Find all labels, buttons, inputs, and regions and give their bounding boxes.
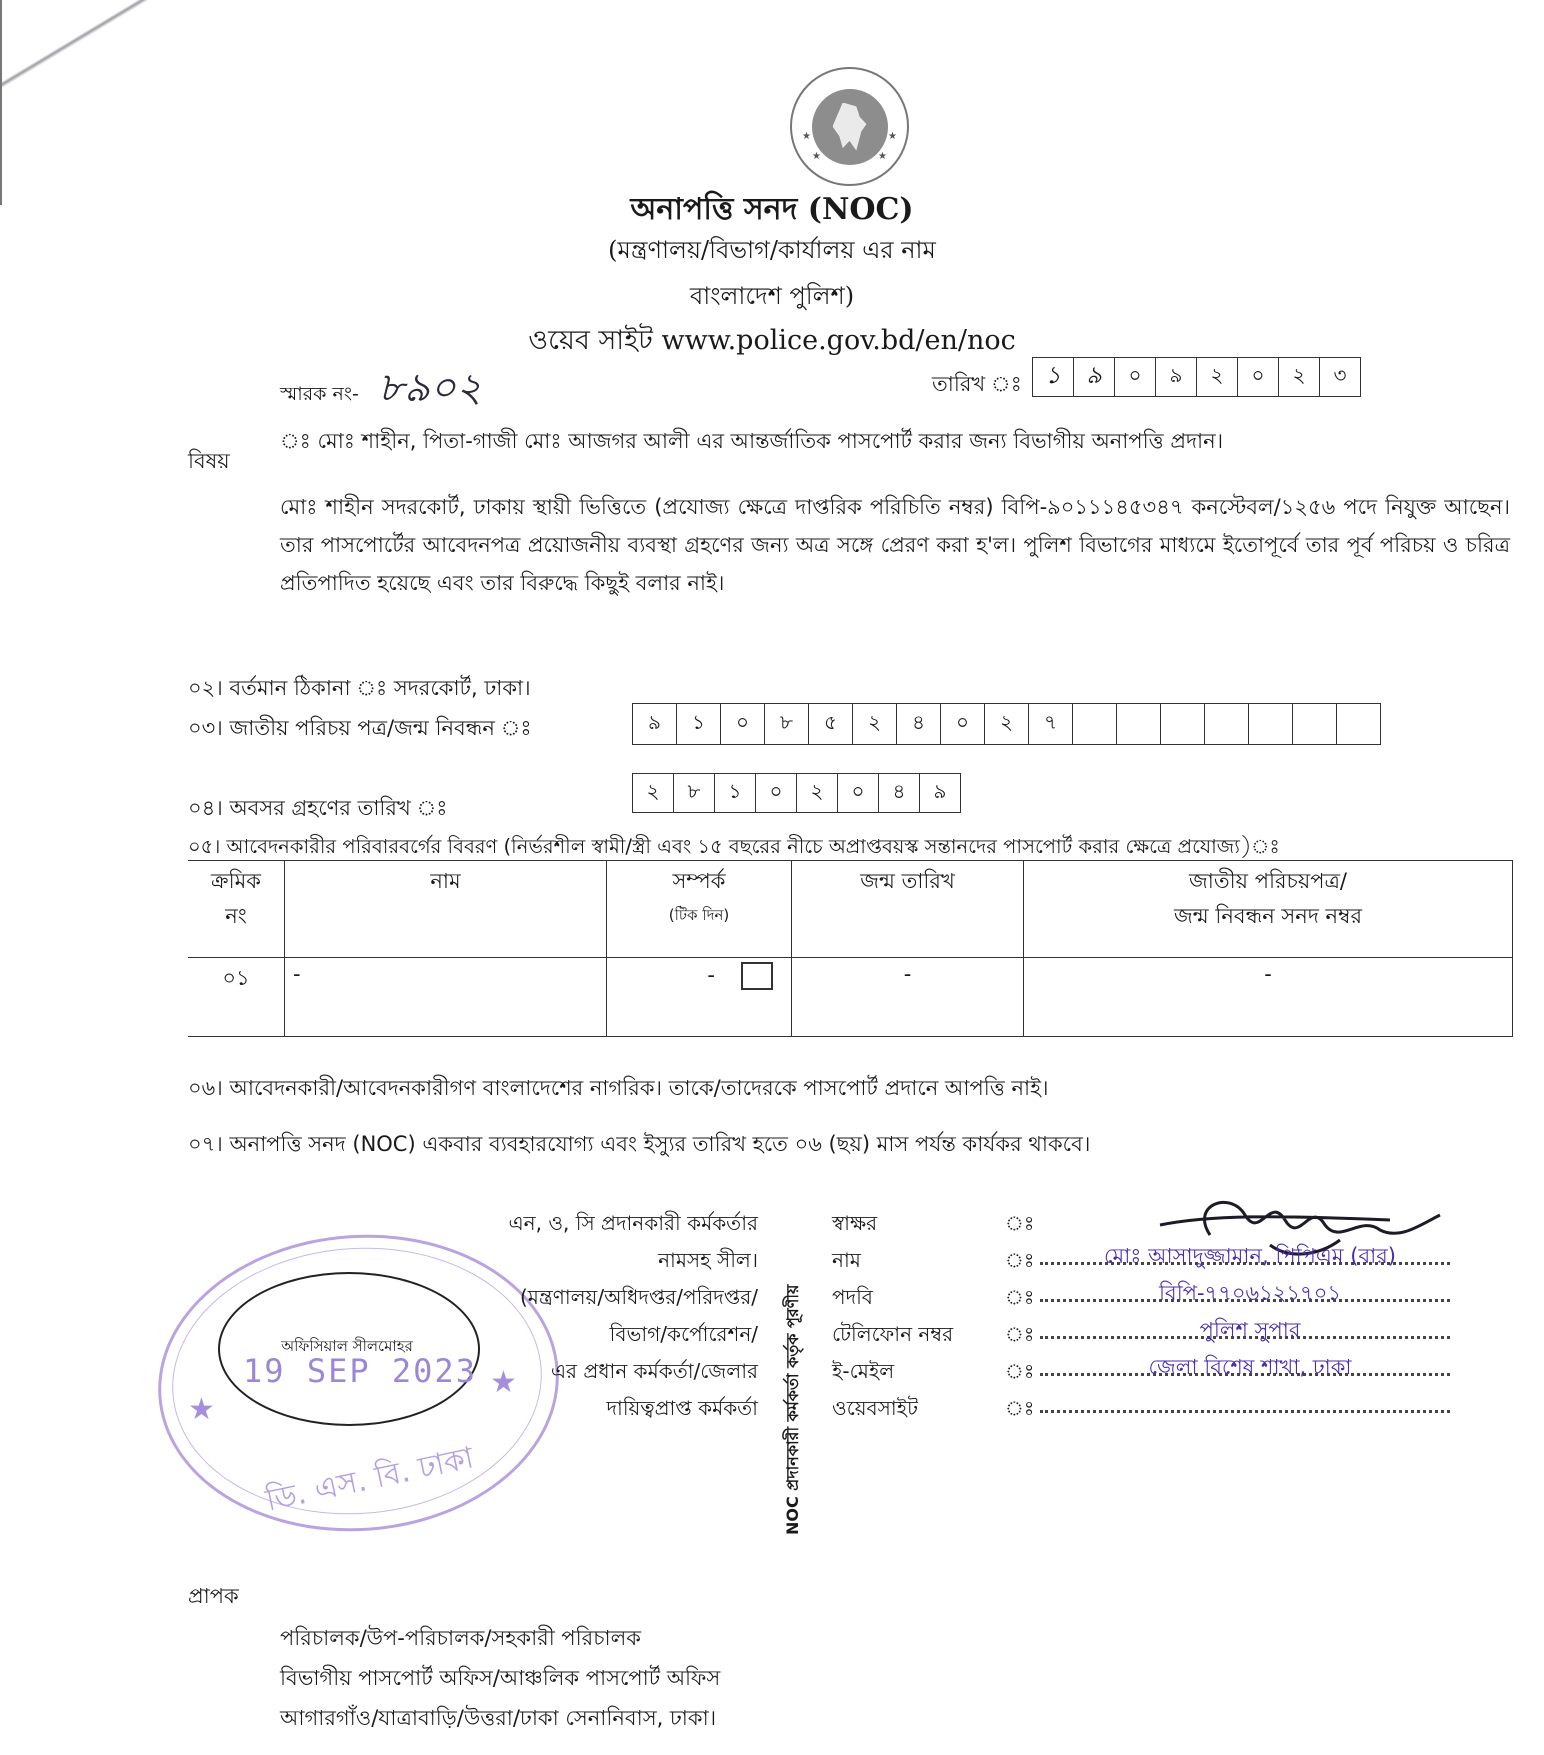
nid-digit-cell: [1337, 704, 1381, 744]
seal-star-icon: ★: [188, 1392, 215, 1427]
issuer-description: [440, 1205, 758, 1427]
recipient-address: [280, 1618, 720, 1738]
nid-digit-cell: ৫: [809, 704, 853, 744]
header-relation-note: (টিক দিন): [668, 906, 730, 924]
nid-digit-cell: [1293, 704, 1337, 744]
retirement-digit-cell: ০: [756, 774, 797, 812]
header-serial-line2: নং: [225, 904, 247, 928]
nid-digit-cell: [1117, 704, 1161, 744]
field-colon: ঃ: [1005, 1285, 1035, 1309]
subject-label: বিষয়: [188, 449, 230, 473]
issuer-field-label: ই-মেইল: [832, 1359, 895, 1383]
field-colon: ঃ: [1005, 1396, 1035, 1420]
retirement-digit-cell: ৮: [674, 774, 715, 812]
date-digit-cell: ২: [1279, 358, 1320, 396]
retirement-date-label: ০৪। অবসর গ্রহণের তারিখ ঃ: [188, 796, 448, 820]
nid-digit-cell: ২: [985, 704, 1029, 744]
header-dob: জন্ম তারিখ: [792, 861, 1024, 958]
retirement-digit-cell: ৯: [933, 778, 947, 803]
star-icon: ★: [878, 151, 887, 162]
field-colon: ঃ: [1005, 1211, 1035, 1235]
family-heading: ০৫। আবেদনকারীর পরিবারবর্গের বিবরণ (নির্ভরশীল স্বামী/স্ত্রী এবং ১৫ বছরের নীচে অপ্রাপ্তবয়স্ক সন্তানদের পাসপোর্ট করার ক্ষেত্রে প্রযোজ্য)ঃ: [188, 835, 1280, 858]
issuer-field-labels: [832, 1205, 953, 1427]
body-paragraph: মোঃ শাহীন সদরকোর্ট, ঢাকায় স্থায়ী ভিত্তিতে (প্রযোজ্য ক্ষেত্রে দাপ্তরিক পরিচিতি নম্বর) বিপি-৯০১১১৪৫৩৪৭ কনস্টেবল/১২৫৬ পদে নিযুক্ত আছেন। তার পাসপোর্টের আবেদনপত্র প্রয়োজনীয় ব্যবস্থা গ্রহণের জন্য অত্র সঙ্গে প্রেরণ করা হ'ল। পুলিশ বিভাগের মাধ্যমে ইতোপূর্বে তার পূর্ব পরিচয় ও চরিত্র প্রতিপাদিত হয়েছে এবং তার বিরুদ্ধে কিছুই বলার নাই।: [280, 495, 1510, 595]
header-id: [1024, 861, 1513, 958]
date-digit-cell: ০: [1238, 358, 1279, 396]
validity-statement: ০৭। অনাপত্তি সনদ (NOC) একবার ব্যবহারযোগ্য এবং ইস্যুর তারিখ হতে ০৬ (ছয়) মাস পর্যন্ত কার্যকর থাকবে।: [188, 1132, 1091, 1156]
seal-office-text: ডি. এস. বি. ঢাকা: [262, 1440, 477, 1519]
date-digit-cell: ১: [1033, 358, 1074, 396]
citizen-statement: ০৬। আবেদনকারী/আবেদনকারীগণ বাংলাদেশের নাগরিক। তাকে/তাদেরকে পাসপোর্ট প্রদানে আপত্তি নাই।: [188, 1076, 1049, 1100]
issuer-name: মোঃ আসাদুজ্জামান, পিপিএম (বার): [1104, 1244, 1396, 1268]
issuer-designation: পুলিশ সুপার: [1199, 1318, 1301, 1342]
nid-digit-cell: ৪: [897, 704, 941, 744]
header-relation: [607, 861, 792, 958]
date-digit-cell: ৯: [1156, 358, 1197, 396]
nid-label: ০৩। জাতীয় পরিচয় পত্র/জন্ম নিবন্ধন ঃ: [188, 716, 532, 740]
retirement-digit-cell: ১: [715, 774, 756, 812]
nid-digit-cell: ৭: [1029, 704, 1073, 744]
retirement-date-boxes: [632, 773, 961, 813]
nid-digit-cell: [1073, 704, 1117, 744]
paper-fold-crease: [0, 0, 290, 101]
nid-boxes: [632, 703, 1381, 745]
nid-digit-cell: [1249, 704, 1293, 744]
nid-digit-cell: [1161, 704, 1205, 744]
document-title: অনাপত্তি সনদ (NOC): [630, 192, 914, 227]
nid-digit-cell: ১: [677, 704, 721, 744]
star-icon: ★: [888, 131, 897, 142]
issuer-field-colons: [1005, 1205, 1034, 1427]
nid-digit-cell: ২: [853, 704, 897, 744]
recipient-line: পরিচালক/উপ-পরিচালক/সহকারী পরিচালক: [280, 1626, 641, 1650]
retirement-digit-cell: ২: [633, 774, 674, 812]
cell-id: -: [1024, 958, 1513, 1037]
star-icon: ★: [812, 151, 821, 162]
date-digit-cell: ২: [1197, 358, 1238, 396]
header-relation-label: সম্পর্ক: [672, 869, 726, 893]
government-emblem-icon: [790, 67, 909, 186]
vertical-note: NOC প্রদানকারী কর্মকর্তা কর্তৃক পূরণীয়: [783, 1284, 802, 1535]
header-id-line1: জাতীয় পরিচয়পত্র/: [1189, 869, 1347, 893]
date-digit-cell: ০: [1115, 358, 1156, 396]
cell-name: -: [285, 958, 607, 1037]
nid-digit-cell: ০: [721, 704, 765, 744]
family-table: [188, 860, 1513, 1037]
dotted-line-website: [1040, 1410, 1450, 1413]
website-line: ওয়েব সাইট www.police.gov.bd/en/noc: [528, 325, 1016, 356]
nid-digit-cell: ৯: [633, 704, 677, 744]
subject-text: ঃ মোঃ শাহীন, পিতা-গাজী মোঃ আজগর আলী এর আন্তর্জাতিক পাসপোর্ট করার জন্য বিভাগীয় অনাপত্তি প্রদান।: [280, 429, 1224, 453]
date-label: তারিখ ঃ: [932, 372, 1022, 396]
department-line: বাংলাদেশ পুলিশ): [689, 282, 855, 310]
paper-edge: [0, 0, 2, 205]
relation-checkbox[interactable]: [741, 962, 773, 990]
bangladesh-map-icon: [833, 103, 867, 151]
issuer-field-label: পদবি: [832, 1285, 873, 1309]
table-row: [188, 958, 1513, 1037]
nid-digit-cell: ৮: [765, 704, 809, 744]
date-digit-cell: ৩: [1333, 362, 1347, 387]
header-name: নাম: [285, 861, 607, 958]
date-boxes: [1032, 357, 1361, 397]
current-address: ০২। বর্তমান ঠিকানা ঃ সদরকোর্ট, ঢাকা।: [188, 676, 531, 700]
retirement-digit-cell: ৪: [879, 774, 920, 812]
retirement-digit-cell: ০: [838, 774, 879, 812]
memo-number: ৮৯০২: [378, 365, 482, 411]
relation-value: -: [707, 963, 715, 987]
ministry-line: (মন্ত্রণালয়/বিভাগ/কার্যালয় এর নাম: [608, 236, 936, 264]
issuer-description-line: এর প্রধান কর্মকর্তা/জেলার: [550, 1359, 758, 1383]
cell-dob: -: [792, 958, 1024, 1037]
issuer-office: জেলা বিশেষ শাখা, ঢাকা: [1148, 1355, 1352, 1379]
field-colon: ঃ: [1005, 1322, 1035, 1346]
issuer-field-label: নাম: [832, 1248, 861, 1272]
official-seal-label: অফিসিয়াল সীলমোহর: [281, 1337, 413, 1355]
issuer-description-line: (মন্ত্রণালয়/অধিদপ্তর/পরিদপ্তর/: [519, 1285, 758, 1309]
recipient-label: প্রাপক: [188, 1584, 239, 1608]
seal-star-icon: ★: [490, 1365, 517, 1400]
issuer-description-line: দায়িত্বপ্রাপ্ত কর্মকর্তা: [606, 1396, 758, 1420]
header-id-line2: জন্ম নিবন্ধন সনদ নম্বর: [1174, 904, 1362, 928]
field-colon: ঃ: [1005, 1359, 1035, 1383]
issuer-description-line: এন, ও, সি প্রদানকারী কর্মকর্তার: [508, 1211, 758, 1235]
date-digit-cell: ৯: [1074, 358, 1115, 396]
cell-relation: [607, 958, 792, 1037]
retirement-digit-cell: ২: [797, 774, 838, 812]
recipient-line: বিভাগীয় পাসপোর্ট অফিস/আঞ্চলিক পাসপোর্ট অফিস: [280, 1666, 721, 1690]
memo-label: স্মারক নং-: [280, 383, 359, 405]
issuer-description-line: বিভাগ/কর্পোরেশন/: [609, 1322, 758, 1346]
table-header-row: [188, 861, 1513, 958]
recipient-line: আগারগাঁও/যাত্রাবাড়ি/উত্তরা/ঢাকা সেনানিবাস, ঢাকা।: [280, 1706, 717, 1730]
issuer-bp-number: বিপি-৭৭০৬১২১৭০১: [1159, 1281, 1341, 1305]
issuer-field-label: টেলিফোন নম্বর: [832, 1322, 954, 1346]
field-colon: ঃ: [1005, 1248, 1035, 1272]
issuer-field-label: স্বাক্ষর: [832, 1211, 878, 1235]
emblem-center: [812, 89, 888, 165]
issuer-description-line: নামসহ সীল।: [658, 1248, 758, 1272]
nid-digit-cell: [1205, 704, 1249, 744]
star-icon: ★: [802, 131, 811, 142]
cell-serial: ০১: [188, 958, 285, 1037]
seal-date-stamp: 19 SEP 2023: [243, 1352, 477, 1390]
nid-digit-cell: ০: [941, 704, 985, 744]
issuer-field-label: ওয়েবসাইট: [832, 1396, 918, 1420]
header-serial-line1: ক্রমিক: [211, 869, 261, 893]
header-serial: [188, 861, 285, 958]
